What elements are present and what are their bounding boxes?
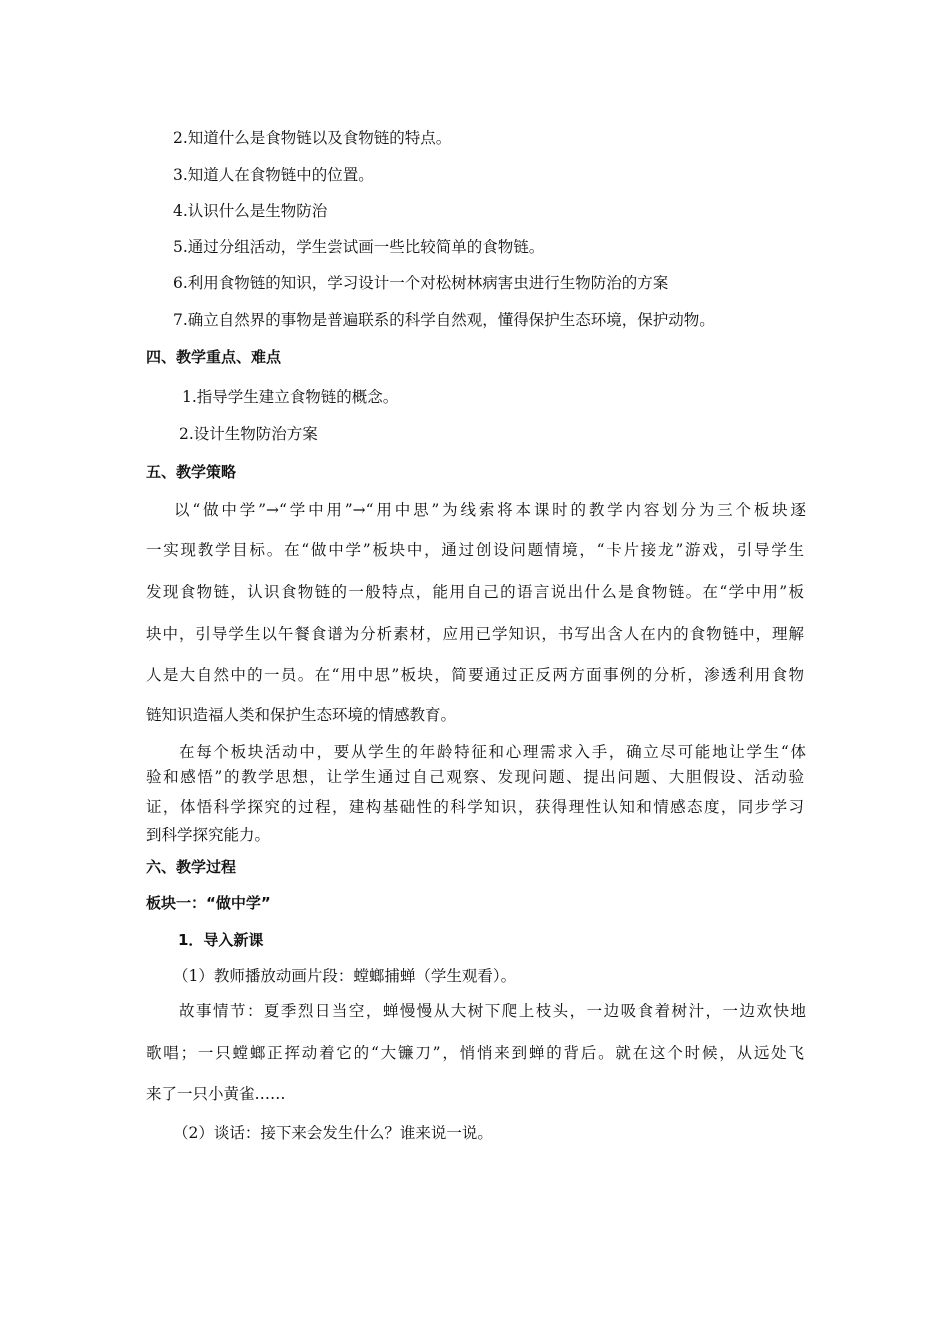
story-line: 来了一只小黄雀…… [146,1085,286,1103]
section-heading: 四、教学重点、难点 [146,348,282,366]
paragraph-line: 一实现教学目标。在“做中学”板块中，通过创设问题情境，“卡片接龙”游戏，引导学生 [146,541,804,559]
paragraph-line: 链知识造福人类和保护生态环境的情感教育。 [146,706,457,724]
objective-item: 3.知道人在食物链中的位置。 [173,166,374,184]
step-heading: 1．导入新课 [178,931,264,949]
paragraph-line: 人是大自然中的一员。在“用中思”板块，简要通过正反两方面事例的分析，渗透利用食物 [146,666,804,684]
paragraph-line: 到科学探究能力。 [146,826,271,844]
step-item: （1）教师播放动画片段：螳螂捕蝉（学生观看）。 [173,967,517,985]
focus-item: 2.设计生物防治方案 [179,425,318,443]
paragraph-line: 块中，引导学生以午餐食谱为分析素材，应用已学知识，书写出含人在内的食物链中，理解 [146,625,804,643]
paragraph-line: 证，体悟科学探究的过程，建构基础性的科学知识，获得理性认知和情感态度，同步学习 [146,798,804,816]
section-heading: 六、教学过程 [146,858,237,876]
objective-item: 6.利用食物链的知识，学习设计一个对松树林病害虫进行生物防治的方案 [173,274,669,292]
objective-item: 7.确立自然界的事物是普遍联系的科学自然观，懂得保护生态环境，保护动物。 [173,311,715,329]
objective-item: 2.知道什么是食物链以及食物链的特点。 [173,129,452,147]
story-line: 歌唱；一只螳螂正挥动着它的“大镰刀”，悄悄来到蝉的背后。就在这个时候，从远处飞 [146,1044,804,1062]
section-heading: 五、教学策略 [146,463,237,481]
paragraph-line: 发现食物链，认识食物链的一般特点，能用自己的语言说出什么是食物链。在“学中用”板 [146,583,804,601]
focus-item: 1.指导学生建立食物链的概念。 [182,388,399,406]
block-heading: 板块一：“做中学” [146,894,271,912]
step-item: （2）谈话：接下来会发生什么？谁来说一说。 [173,1124,493,1142]
paragraph-line: 在每个板块活动中，要从学生的年龄特征和心理需求入手，确立尽可能地让学生“体 [179,743,806,761]
paragraph-line: 验和感悟”的教学思想，让学生通过自己观察、发现问题、提出问题、大胆假设、活动验 [146,768,804,786]
objective-item: 5.通过分组活动，学生尝试画一些比较简单的食物链。 [173,238,545,256]
objective-item: 4.认识什么是生物防治 [173,202,328,220]
paragraph-line: 以“做中学”→“学中用”→“用中思”为线索将本课时的教学内容划分为三个板块逐 [174,501,806,519]
story-line: 故事情节：夏季烈日当空，蝉慢慢从大树下爬上枝头，一边吸食着树汁，一边欢快地 [179,1002,806,1020]
